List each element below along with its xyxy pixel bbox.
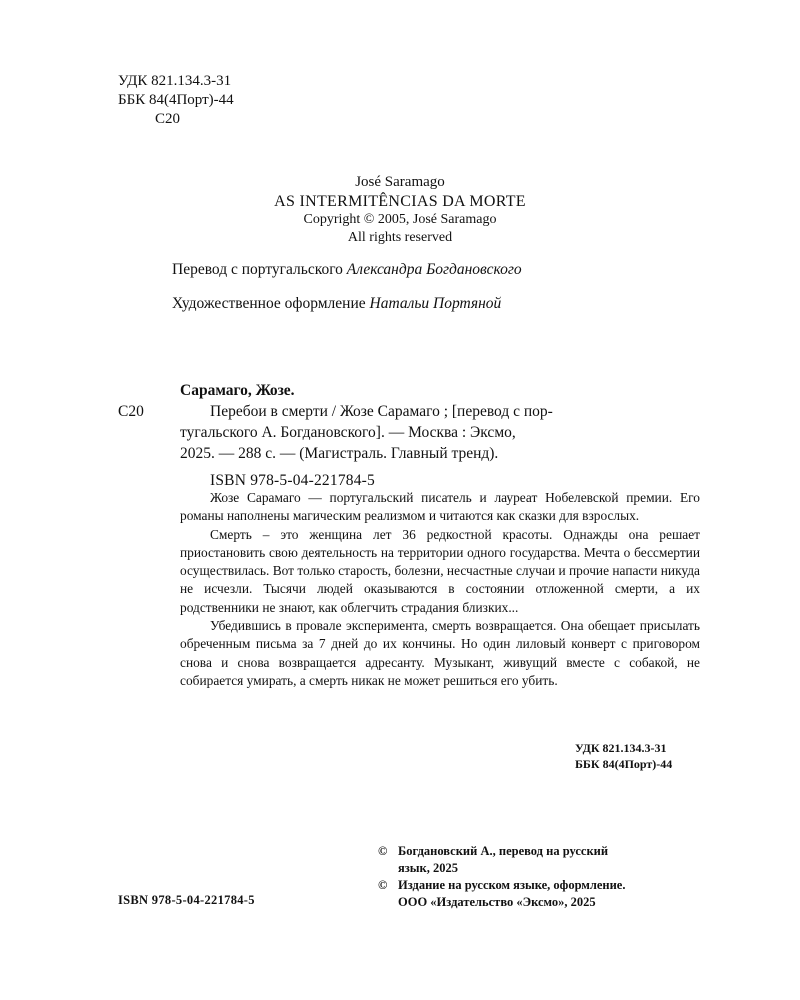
biblio-row: [118, 422, 702, 443]
designer-name: Натальи Портяной: [369, 295, 502, 312]
copyright-symbol: ©: [378, 878, 388, 892]
copyright-line: [378, 843, 718, 877]
copyright-line: [378, 877, 718, 911]
translation-copyright-line1: Богдановский А., перевод на русский: [398, 844, 609, 858]
original-copyright: Copyright © 2005, José Saramago: [303, 212, 497, 227]
annotation-paragraph-1: Жозе Сарамаго — португальский писатель и лауреат Нобелевской премии. Его романы наполнены магическим реализмом и читаются как сказки для взрослых.: [180, 490, 700, 524]
udk-code-right: УДК 821.134.3-31: [575, 741, 667, 755]
classification-right: [575, 740, 672, 772]
isbn-bottom: ISBN 978-5-04-221784-5: [118, 893, 255, 907]
copyright-block: [378, 843, 718, 911]
biblio-isbn: ISBN 978-5-04-221784-5: [210, 472, 375, 489]
designer-credit: [172, 295, 501, 313]
biblio-row: [118, 401, 702, 422]
author-mark: С20: [155, 111, 181, 127]
biblio-code: С20: [118, 403, 144, 420]
edition-copyright-line2: ООО «Издательство «Эксмо», 2025: [398, 895, 596, 909]
annotation-paragraph-3: Убедившись в провале эксперимента, смерть возвращается. Она обещает присылать обреченным письма за 7 дней до их кончины. Но один лиловый конверт с приговором снова и снова возвращается адресанту. Музыкант, живущий вместе с собакой, не собирается умирать, а смерть никак не может решиться его убить.: [180, 618, 700, 688]
bbk-code: ББК 84(4Порт)-44: [118, 92, 234, 108]
udk-code: УДК 821.134.3-31: [118, 73, 232, 89]
bibliographic-record: [118, 380, 702, 491]
bbk-code-right: ББК 84(4Порт)-44: [575, 757, 673, 771]
rights-reserved: All rights reserved: [347, 230, 453, 245]
original-title: AS INTERMITÊNCIAS DA MORTE: [274, 193, 526, 210]
edition-copyright-line1: Издание на русском языке, оформление.: [398, 878, 626, 892]
copyright-symbol: ©: [378, 844, 388, 858]
annotation: [180, 489, 700, 690]
edition-copyright: [398, 877, 625, 911]
translation-copyright: [398, 843, 608, 877]
translator-name: Александра Богдановского: [346, 261, 522, 278]
biblio-row: [118, 443, 702, 464]
original-author: José Saramago: [355, 174, 445, 190]
biblio-author: Сарамаго, Жозе.: [180, 382, 295, 399]
biblio-line-1: Перебои в смерти / Жозе Сарамаго ; [перевод с пор-: [210, 403, 553, 420]
translator-credit: [172, 261, 522, 279]
classification-block: [118, 72, 234, 129]
original-edition-info: [0, 173, 800, 247]
translation-copyright-line2: язык, 2025: [398, 861, 458, 875]
design-label: Художественное оформление: [172, 295, 370, 312]
annotation-paragraph-2: Смерть – это женщина лет 36 редкостной красоты. Однажды она решает приостановить свою деятельность на территории одного государства. Мечта о бессмертии осуществилась. Вот только старость, болезни, несчастные случаи и прочие напасти никуда не исчезли. Тысячи людей оказываются в состоянии отложенной смерти, а их родственники не знают, как облегчить страдания близких...: [180, 526, 700, 615]
biblio-line-2: тугальского А. Богдановского]. — Москва : Эксмо,: [180, 424, 516, 441]
biblio-line-3: 2025. — 288 с. — (Магистраль. Главный тренд).: [180, 445, 499, 462]
translation-label: Перевод с португальского: [172, 261, 347, 278]
